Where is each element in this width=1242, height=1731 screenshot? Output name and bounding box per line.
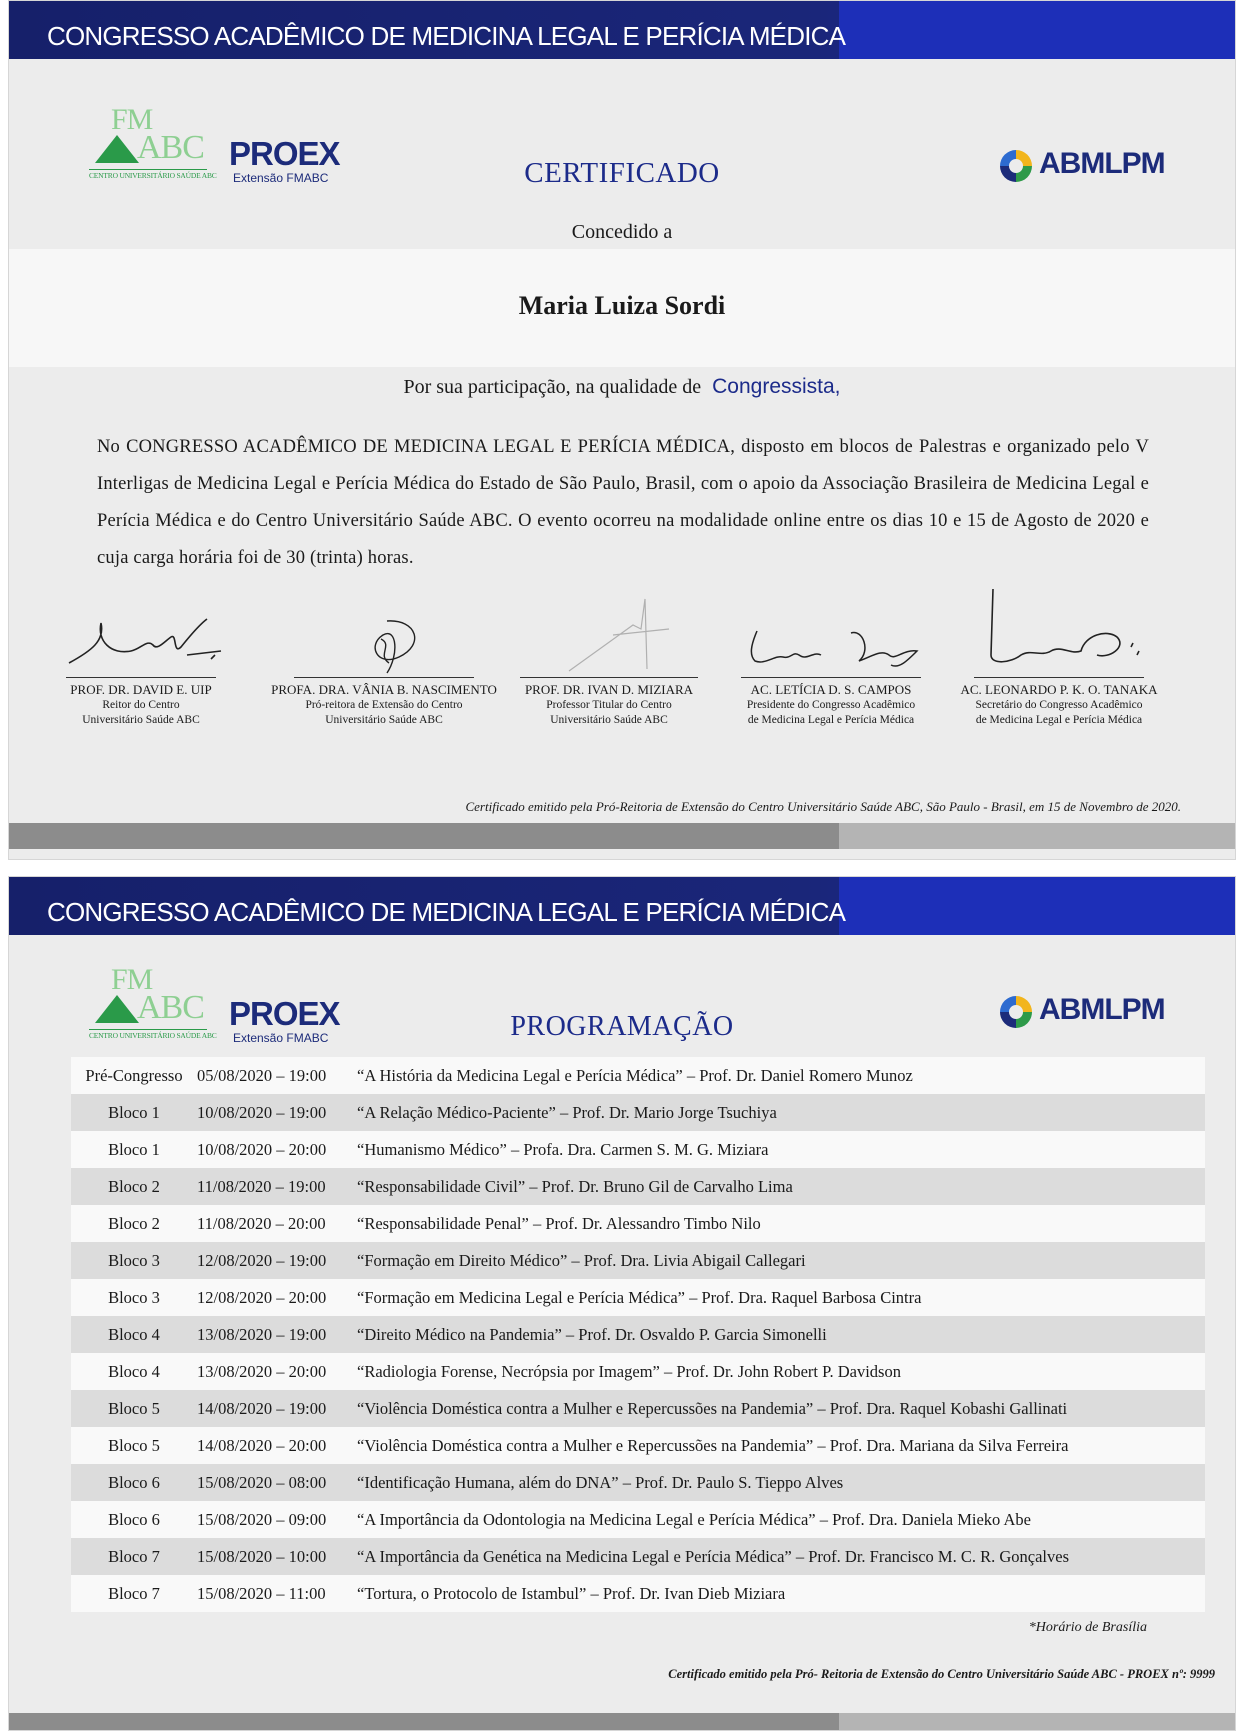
schedule-table xyxy=(71,1057,1205,1612)
program-page xyxy=(8,876,1236,1731)
schedule-talk: “Responsabilidade Civil” – Prof. Dr. Bruno Gil de Carvalho Lima xyxy=(357,1176,793,1196)
schedule-block: Bloco 1 xyxy=(108,1102,160,1122)
signature-scribble xyxy=(337,615,437,677)
schedule-talk: “Identificação Humana, além do DNA” – Prof. Dr. Paulo S. Tieppo Alves xyxy=(357,1472,844,1492)
footer-bar xyxy=(9,1713,1235,1731)
schedule-talk: “A História da Medicina Legal e Perícia Médica” – Prof. Dr. Daniel Romero Munoz xyxy=(357,1065,913,1085)
abmlpm-logo: ABMLPM xyxy=(997,145,1167,185)
proex-issued-statement: Certificado emitido pela Pró- Reitoria de Extensão do Centro Universitário Saúde ABC - PROEX nº: 9999 xyxy=(668,1667,1215,1681)
schedule-block: Bloco 5 xyxy=(108,1398,160,1418)
signature-2: PROFA. DRA. VÂNIA B. NASCIMENTO Pró-reitora de Extensão do Centro Universitário Saúde ABC xyxy=(259,641,509,728)
header-bar xyxy=(9,877,1235,935)
table-row xyxy=(71,1501,1205,1538)
schedule-block: Bloco 2 xyxy=(108,1213,160,1233)
schedule-datetime: 13/08/2020 – 20:00 xyxy=(197,1361,327,1381)
schedule-talk: “Radiologia Forense, Necrópsia por Imagem” – Prof. Dr. John Robert P. Davidson xyxy=(357,1361,901,1381)
schedule-block: Bloco 7 xyxy=(108,1546,160,1566)
schedule-datetime: 10/08/2020 – 20:00 xyxy=(197,1139,327,1159)
schedule-datetime: 15/08/2020 – 10:00 xyxy=(197,1546,327,1566)
schedule-block: Pré-Congresso xyxy=(85,1065,183,1085)
issued-statement: Certificado emitido pela Pró-Reitoria de Extensão do Centro Universitário Saúde ABC, São Paulo - Brasil, em 15 de Novembro de 2020. xyxy=(465,799,1181,814)
participant-role: Congressista, xyxy=(712,375,841,398)
schedule-block: Bloco 6 xyxy=(108,1472,160,1492)
schedule-datetime: 10/08/2020 – 19:00 xyxy=(197,1102,327,1122)
schedule-talk: “A Importância da Genética na Medicina Legal e Perícia Médica” – Prof. Dr. Francisco M. C. R. Gonçalves xyxy=(357,1546,1070,1566)
schedule-block: Bloco 6 xyxy=(108,1509,160,1529)
signature-scribble xyxy=(61,611,231,669)
program-title: PROGRAMAÇÃO xyxy=(510,1011,734,1042)
schedule-block: Bloco 2 xyxy=(108,1176,160,1196)
signature-3: PROF. DR. IVAN D. MIZIARA Professor Titular do Centro Universitário Saúde ABC xyxy=(519,641,699,728)
schedule-block: Bloco 4 xyxy=(108,1361,160,1381)
table-row xyxy=(71,1168,1205,1205)
schedule-talk: “A Importância da Odontologia na Medicina Legal e Perícia Médica” – Prof. Dra. Daniela Mieko Abe xyxy=(357,1509,1031,1529)
signature-scribble xyxy=(731,621,931,671)
schedule-talk: “Violência Doméstica contra a Mulher e Repercussões na Pandemia” – Prof. Dra. Mariana da Silva Ferreira xyxy=(357,1435,1069,1455)
schedule-datetime: 14/08/2020 – 19:00 xyxy=(197,1398,327,1418)
table-row xyxy=(71,1316,1205,1353)
signature-4: AC. LETÍCIA D. S. CAMPOS Presidente do Congresso Acadêmico de Medicina Legal e Perícia Médica xyxy=(731,641,931,728)
schedule-datetime: 11/08/2020 – 20:00 xyxy=(197,1213,326,1233)
schedule-block: Bloco 1 xyxy=(108,1139,160,1159)
signature-scribble xyxy=(981,585,1181,675)
table-row xyxy=(71,1094,1205,1131)
schedule-talk: “Violência Doméstica contra a Mulher e Repercussões na Pandemia” – Prof. Dra. Raquel Kobashi Gallinati xyxy=(357,1398,1068,1418)
header-bar xyxy=(9,1,1235,59)
schedule-datetime: 05/08/2020 – 19:00 xyxy=(197,1065,327,1085)
schedule-block: Bloco 3 xyxy=(108,1287,160,1307)
schedule-datetime: 12/08/2020 – 19:00 xyxy=(197,1250,327,1270)
schedule-block: Bloco 7 xyxy=(108,1583,160,1603)
table-row xyxy=(71,1057,1205,1094)
abmlpm-logo: ABMLPM xyxy=(997,991,1167,1031)
schedule-talk: “A Relação Médico-Paciente” – Prof. Dr. Mario Jorge Tsuchiya xyxy=(357,1102,777,1122)
table-row xyxy=(71,1242,1205,1279)
schedule-talk: “Humanismo Médico” – Profa. Dra. Carmen S. M. G. Miziara xyxy=(357,1139,769,1159)
schedule-talk: “Formação em Direito Médico” – Prof. Dra. Livia Abigail Callegari xyxy=(357,1250,806,1270)
granted-to: Concedido a xyxy=(571,221,673,243)
table-row xyxy=(71,1538,1205,1575)
signature-1: PROF. DR. DAVID E. UIP Reitor do Centro Universitário Saúde ABC xyxy=(61,641,221,728)
table-row xyxy=(71,1464,1205,1501)
schedule-datetime: 15/08/2020 – 11:00 xyxy=(197,1583,326,1603)
schedule-talk: “Formação em Medicina Legal e Perícia Médica” – Prof. Dra. Raquel Barbosa Cintra xyxy=(357,1287,922,1307)
fmabc-logo: FM ABC CENTRO UNIVERSITÁRIO SAÚDE ABC xyxy=(89,963,217,1040)
schedule-talk: “Tortura, o Protocolo de Istambul” – Prof. Dr. Ivan Dieb Miziara xyxy=(357,1583,786,1603)
proex-logo: PROEX Extensão FMABC xyxy=(229,995,340,1045)
schedule-talk: “Responsabilidade Penal” – Prof. Dr. Alessandro Timbo Nilo xyxy=(357,1213,761,1233)
table-row xyxy=(71,1575,1205,1612)
schedule-datetime: 11/08/2020 – 19:00 xyxy=(197,1176,326,1196)
certificate-body: No CONGRESSO ACADÊMICO DE MEDICINA LEGAL E PERÍCIA MÉDICA, disposto em blocos de Palestras e organizado pelo V Interligas de Medicina Legal e Perícia Médica do Estado de São Paulo, Brasil, com o apoio da Associação Brasileira de Medicina Legal e Perícia Médica e do Centro Universitário Saúde ABC. O evento ocorreu na modalidade online entre os dias 10 e 15 de Agosto de 2020 e cuja carga horária foi de 30 (trinta) horas. xyxy=(97,437,1149,568)
signature-5: AC. LEONARDO P. K. O. TANAKA Secretário do Congresso Acadêmico de Medicina Legal e Perícia Médica xyxy=(959,641,1159,728)
table-row xyxy=(71,1131,1205,1168)
participation-line: Por sua participação, na qualidade de Congressista, xyxy=(403,375,841,398)
schedule-datetime: 13/08/2020 – 19:00 xyxy=(197,1324,327,1344)
footer-bar xyxy=(9,823,1235,849)
proex-logo: PROEX Extensão FMABC xyxy=(229,135,340,185)
recipient-name: Maria Luiza Sordi xyxy=(518,291,726,320)
schedule-block: Bloco 5 xyxy=(108,1435,160,1455)
certificate-title: CERTIFICADO xyxy=(524,157,720,189)
schedule-datetime: 12/08/2020 – 20:00 xyxy=(197,1287,327,1307)
signature-scribble xyxy=(549,595,689,675)
certificate-page xyxy=(8,0,1236,860)
header-title: CONGRESSO ACADÊMICO DE MEDICINA LEGAL E PERÍCIA MÉDICA xyxy=(47,21,846,51)
timezone-note: *Horário de Brasília xyxy=(1028,1620,1147,1635)
table-row xyxy=(71,1353,1205,1390)
header-title: CONGRESSO ACADÊMICO DE MEDICINA LEGAL E PERÍCIA MÉDICA xyxy=(47,897,846,927)
schedule-block: Bloco 3 xyxy=(108,1250,160,1270)
table-row xyxy=(71,1279,1205,1316)
schedule-block: Bloco 4 xyxy=(108,1324,160,1344)
schedule-datetime: 14/08/2020 – 20:00 xyxy=(197,1435,327,1455)
schedule-datetime: 15/08/2020 – 09:00 xyxy=(197,1509,327,1529)
table-row xyxy=(71,1427,1205,1464)
fmabc-logo: FM ABC CENTRO UNIVERSITÁRIO SAÚDE ABC xyxy=(89,103,217,180)
schedule-talk: “Direito Médico na Pandemia” – Prof. Dr. Osvaldo P. Garcia Simonelli xyxy=(357,1324,827,1344)
schedule-datetime: 15/08/2020 – 08:00 xyxy=(197,1472,327,1492)
table-row xyxy=(71,1390,1205,1427)
table-row xyxy=(71,1205,1205,1242)
